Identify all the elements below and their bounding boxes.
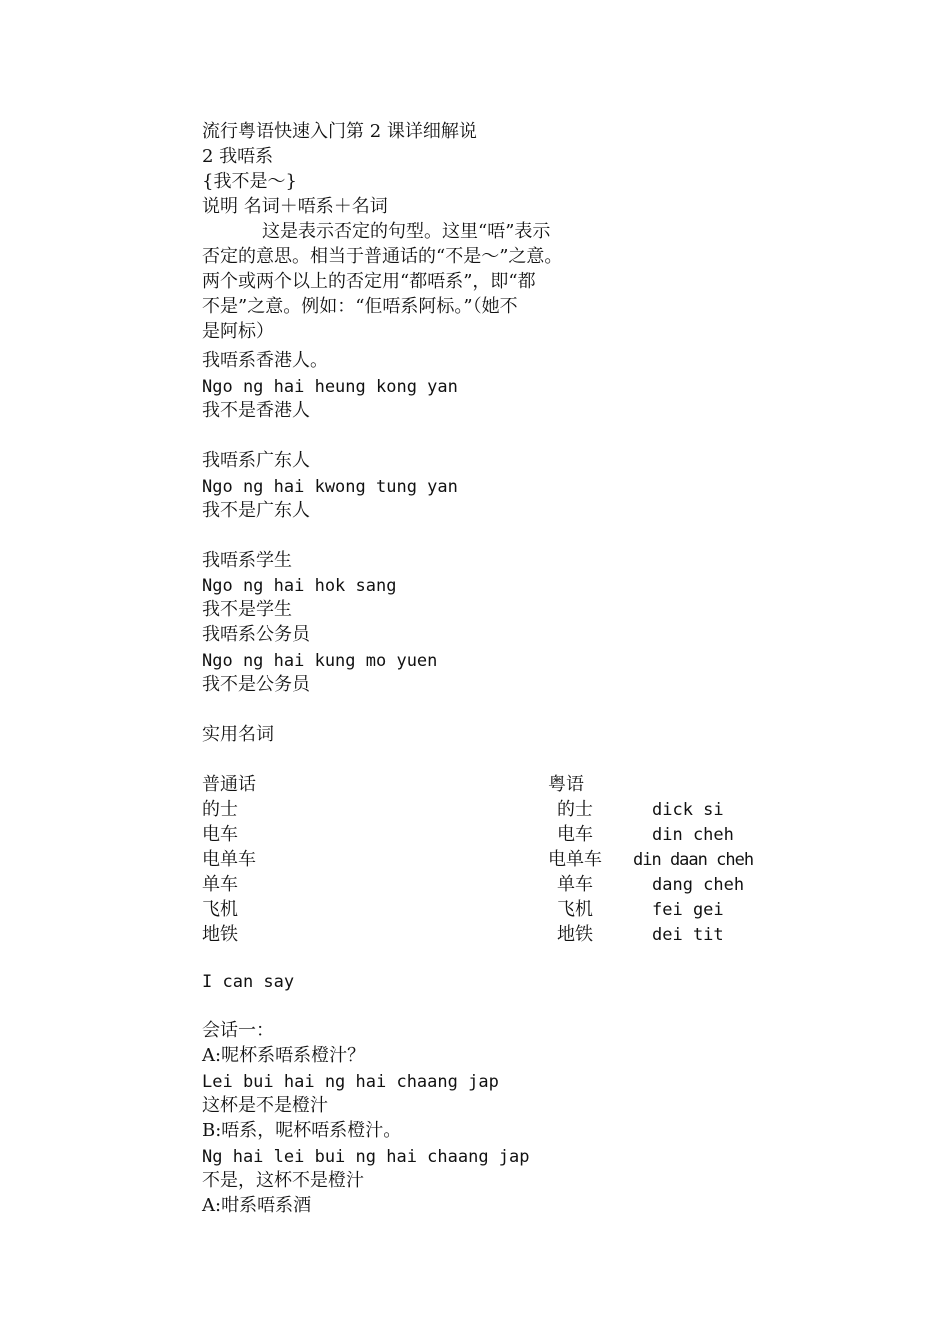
example-mandarin: 我不是广东人 [202,500,310,521]
dialogue-line: 这杯是不是橙汁 [202,1095,328,1116]
vocab-cantonese: 单车 [557,874,593,895]
document-title: 流行粤语快速入门第 2 课详细解说 [202,121,477,142]
explanation-line: 两个或两个以上的否定用“都唔系”，即“都 [202,271,536,292]
vocab-cantonese: 电车 [557,824,593,845]
vocab-romanization: dei tit [652,925,724,945]
vocab-mandarin: 飞机 [202,899,238,920]
example-romanization: Ngo ng hai heung kong yan [202,377,458,397]
example-romanization: Ngo ng hai kwong tung yan [202,477,458,497]
example-romanization: Ngo ng hai hok sang [202,576,397,596]
vocab-cantonese: 的士 [557,799,593,820]
vocab-header-cantonese: 粤语 [548,774,584,795]
sentence-pattern: {我不是～} [202,171,297,192]
vocab-cantonese: 地铁 [557,924,593,945]
vocab-romanization: fei gei [652,900,724,920]
dialogue-line: 不是，这杯不是橙汁 [202,1170,364,1191]
explanation-label: 说明 名词＋唔系＋名词 [202,196,388,217]
vocab-mandarin: 单车 [202,874,238,895]
lesson-heading: 2 我唔系 [202,146,274,167]
example-cantonese: 我唔系香港人。 [202,350,328,371]
vocab-romanization: dang cheh [652,875,745,895]
vocab-romanization: dick si [652,800,724,820]
i-can-say-heading: I can say [202,972,295,992]
example-cantonese: 我唔系公务员 [202,624,310,645]
dialogue-line: A:呢杯系唔系橙汁？ [202,1045,366,1066]
dialogue-line: B:唔系，呢杯唔系橙汁。 [202,1120,402,1141]
vocab-header-mandarin: 普通话 [202,774,256,795]
explanation-line: 不是”之意。例如：“佢唔系阿标。”（她不 [202,296,518,317]
example-mandarin: 我不是香港人 [202,400,310,421]
dialogue-line: Lei bui hai ng hai chaang jap [202,1072,499,1092]
explanation-line: 是阿标） [202,321,274,342]
dialogue-line: Ng hai lei bui ng hai chaang jap [202,1147,530,1167]
vocab-romanization: din daan cheh [633,850,754,870]
example-cantonese: 我唔系广东人 [202,450,310,471]
explanation-line: 这是表示否定的句型。这里“唔”表示 [262,221,551,242]
vocab-mandarin: 电单车 [202,849,256,870]
example-romanization: Ngo ng hai kung mo yuen [202,651,438,671]
vocab-mandarin: 地铁 [202,924,238,945]
vocab-mandarin: 电车 [202,824,238,845]
vocab-romanization: din cheh [652,825,734,845]
vocab-cantonese: 电单车 [548,849,602,870]
dialogue-heading: 会话一： [202,1020,274,1041]
vocab-cantonese: 飞机 [557,899,593,920]
dialogue-line: A:咁系唔系酒 [202,1195,312,1216]
explanation-line: 否定的意思。相当于普通话的“不是～”之意。 [202,246,563,267]
example-mandarin: 我不是学生 [202,599,292,620]
vocab-mandarin: 的士 [202,799,238,820]
example-mandarin: 我不是公务员 [202,674,310,695]
vocab-heading: 实用名词 [202,724,274,745]
example-cantonese: 我唔系学生 [202,550,292,571]
